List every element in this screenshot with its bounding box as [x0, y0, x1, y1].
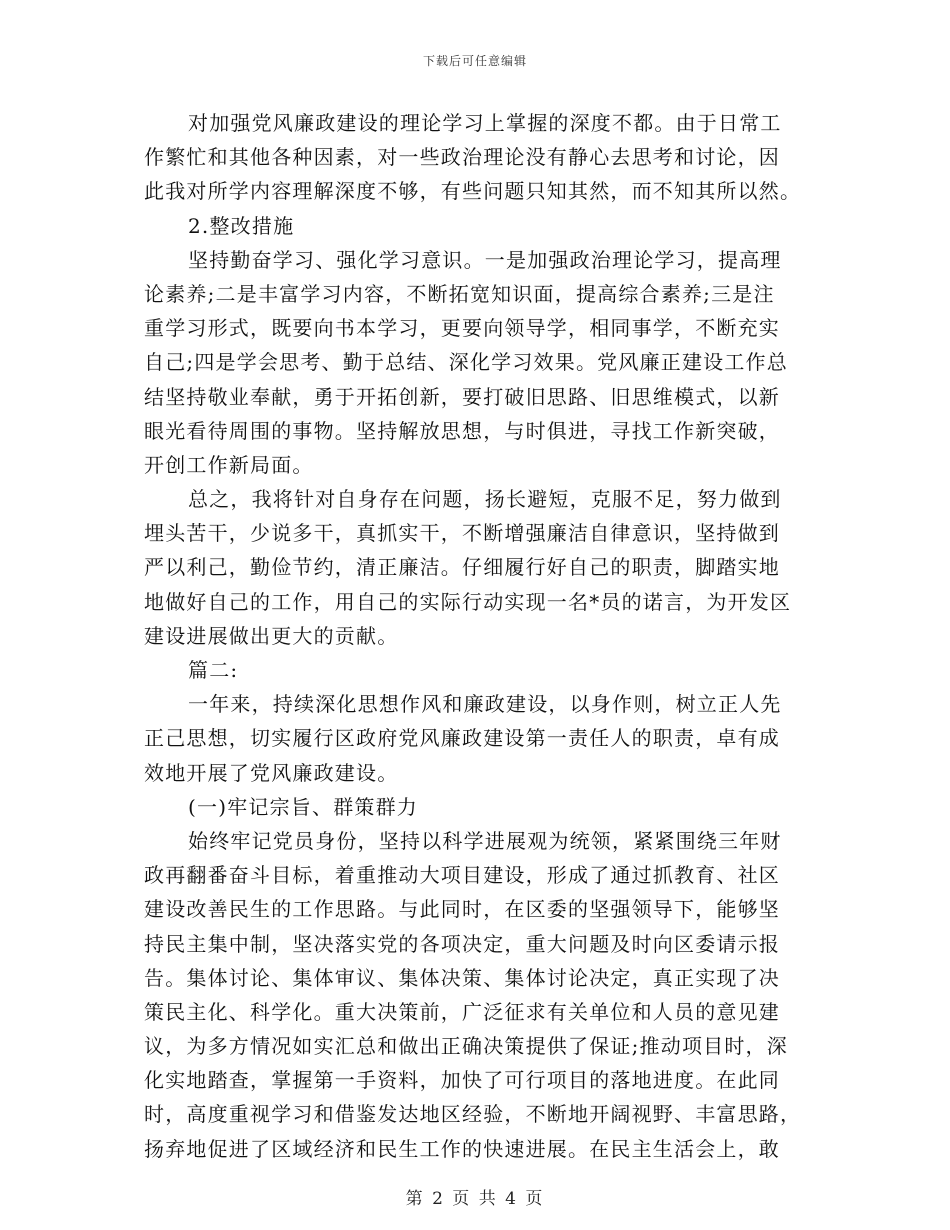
- text-line: 始终牢记党员身份，坚持以科学进展观为统领，紧紧围绕三年财: [188, 828, 782, 853]
- text-line: 论素养;二是丰富学习内容，不断拓宽知识面，提高综合素养;三是注: [144, 281, 775, 306]
- text-line: 策民主化、科学化。重大决策前，广泛征求有关单位和人员的意见建: [144, 999, 780, 1024]
- page-header-note: 下载后可任意编辑: [422, 54, 527, 68]
- text-line: 开创工作新局面。: [144, 452, 314, 477]
- text-line: 2.整改措施: [188, 213, 295, 238]
- text-line: 坚持勤奋学习、强化学习意识。一是加强政治理论学习，提高理: [188, 247, 782, 272]
- text-line: 重学习形式，既要向书本学习，更要向领导学，相同事学，不断充实: [144, 316, 780, 341]
- text-line: 埋头苦干，少说多干，真抓实干，不断增强廉洁自律意识，坚持做到: [144, 521, 780, 546]
- text-line: 政再翻番奋斗目标，着重推动大项目建设，形成了通过抓教育、社区: [144, 863, 780, 888]
- text-line: 化实地踏查，掌握第一手资料，加快了可行项目的落地进度。在此同: [144, 1068, 780, 1093]
- text-line: 建设进展做出更大的贡献。: [144, 623, 399, 648]
- text-line: 一年来，持续深化思想作风和廉政建设，以身作则，树立正人先: [188, 692, 782, 717]
- document-body: [144, 106, 808, 1166]
- text-line: 告。集体讨论、集体审议、集体决策、集体讨论决定，真正实现了决: [144, 965, 780, 990]
- text-line: 总之，我将针对自身存在问题，扬长避短，克服不足，努力做到: [188, 487, 782, 512]
- text-line: 正己思想，切实履行区政府党风廉政建设第一责任人的职责，卓有成: [144, 726, 780, 751]
- text-line: (一)牢记宗旨、群策群力: [188, 794, 419, 819]
- text-line: 扬弃地促进了区域经济和民生工作的快速进展。在民主生活会上，敢: [144, 1136, 780, 1161]
- text-line: 议，为多方情况如实汇总和做出正确决策提供了保证;推动项目时，深: [144, 1034, 788, 1059]
- text-line: 对加强党风廉政建设的理论学习上掌握的深度不都。由于日常工: [188, 111, 782, 135]
- text-line: 持民主集中制，坚决落实党的各项决定，重大问题及时向区委请示报: [144, 931, 780, 956]
- text-line: 篇二:: [188, 658, 239, 682]
- text-line: 结坚持敬业奉献，勇于开拓创新，要打破旧思路、旧思维模式，以新: [144, 384, 780, 409]
- text-line: 建设改善民生的工作思路。与此同时，在区委的坚强领导下，能够坚: [144, 897, 780, 922]
- text-line: 此我对所学内容理解深度不够，有些问题只知其然，而不知其所以然。: [144, 179, 802, 204]
- text-line: 眼光看待周围的事物。坚持解放思想，与时俱进，寻找工作新突破，: [144, 418, 780, 443]
- text-line: 作繁忙和其他各种因素，对一些政治理论没有静心去思考和讨论，因: [144, 145, 780, 170]
- page-number: 第 2 页 共 4 页: [405, 1189, 545, 1209]
- text-line: 时，高度重视学习和借鉴发达地区经验，不断地开阔视野、丰富思路，: [144, 1102, 802, 1127]
- text-line: 效地开展了党风廉政建设。: [144, 760, 399, 785]
- text-line: 地做好自己的工作，用自己的实际行动实现一名*员的诺言，为开发区: [144, 589, 792, 614]
- text-line: 严以利己，勤俭节约，清正廉洁。仔细履行好自己的职责，脚踏实地: [144, 555, 780, 580]
- text-line: 自己;四是学会思考、勤于总结、深化学习效果。党风廉正建设工作总: [144, 350, 788, 375]
